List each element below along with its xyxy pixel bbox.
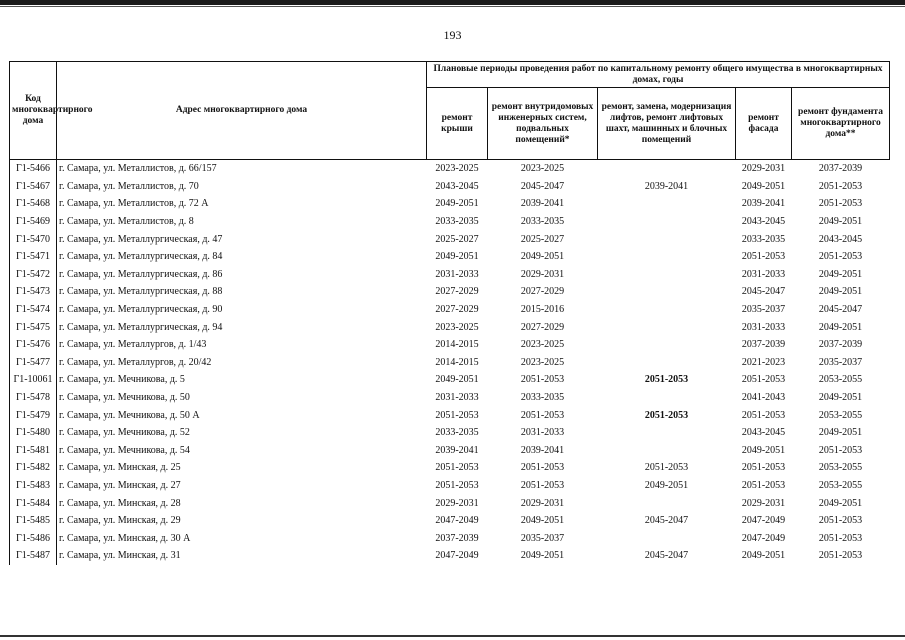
cell-code: Г1-5487 (10, 547, 57, 565)
header-address: Адрес многоквартирного дома (57, 62, 427, 160)
cell-facade: 2037-2039 (741, 339, 786, 351)
cell-systems: 2025-2027 (520, 233, 565, 245)
cell-lifts (598, 318, 736, 336)
cell-address: г. Самара, ул. Минская, д. 29 (59, 515, 181, 527)
cell-address: г. Самара, ул. Минская, д. 25 (59, 462, 181, 474)
cell-systems: 2015-2016 (520, 304, 565, 316)
table-row (10, 459, 890, 477)
cell-facade: 2039-2041 (741, 198, 786, 210)
table-row (10, 512, 890, 530)
cell-roof: 2047-2049 (435, 550, 479, 562)
cell-address: г. Самара, ул. Минская, д. 28 (59, 497, 181, 509)
table-row (10, 301, 890, 319)
cell-lifts (598, 494, 736, 512)
cell-systems: 2031-2033 (520, 427, 565, 439)
header-code: Код многоквартирного дома (10, 62, 57, 160)
cell-foundation: 2037-2039 (818, 163, 863, 175)
cell-address: г. Самара, ул. Мечникова, д. 50 (59, 392, 190, 404)
cell-foundation: 2043-2045 (818, 233, 863, 245)
cell-code: Г1-5467 (10, 178, 57, 196)
cell-code: Г1-5480 (10, 424, 57, 442)
cell-foundation: 2037-2039 (818, 339, 863, 351)
cell-code: Г1-5469 (10, 213, 57, 231)
cell-lifts (598, 283, 736, 301)
table-row (10, 248, 890, 266)
table-row (10, 160, 890, 178)
cell-facade: 2031-2033 (741, 321, 786, 333)
cell-facade: 2047-2049 (741, 515, 786, 527)
cell-lifts: 2045-2047 (644, 550, 689, 562)
cell-lifts (598, 529, 736, 547)
table-row (10, 442, 890, 460)
cell-systems: 2051-2053 (520, 409, 565, 421)
cell-roof: 2033-2035 (435, 427, 479, 439)
cell-code: Г1-5468 (10, 195, 57, 213)
cell-roof: 2014-2015 (435, 339, 479, 351)
cell-address: г. Самара, ул. Металлистов, д. 72 А (59, 198, 209, 210)
table-row (10, 230, 890, 248)
cell-code: Г1-5481 (10, 442, 57, 460)
table-row (10, 336, 890, 354)
cell-facade: 2021-2023 (741, 356, 786, 368)
cell-address: г. Самара, ул. Мечникова, д. 54 (59, 444, 190, 456)
table-row (10, 178, 890, 196)
cell-roof: 2051-2053 (435, 462, 479, 474)
cell-lifts (598, 160, 736, 178)
cell-roof: 2029-2031 (435, 497, 479, 509)
cell-lifts: 2039-2041 (644, 180, 689, 192)
cell-address: г. Самара, ул. Металлургов, д. 1/43 (59, 339, 207, 351)
cell-lifts (598, 230, 736, 248)
cell-lifts (598, 195, 736, 213)
repair-schedule-table (9, 61, 890, 565)
table-row (10, 195, 890, 213)
cell-facade: 2041-2043 (741, 392, 786, 404)
cell-lifts (598, 213, 736, 231)
cell-roof: 2047-2049 (435, 515, 479, 527)
cell-code: Г1-5485 (10, 512, 57, 530)
cell-systems: 2051-2053 (520, 462, 565, 474)
cell-foundation: 2051-2053 (818, 251, 863, 263)
cell-lifts (598, 248, 736, 266)
cell-systems: 2023-2025 (520, 163, 565, 175)
cell-facade: 2033-2035 (741, 233, 786, 245)
table-row (10, 477, 890, 495)
cell-address: г. Самара, ул. Металлургическая, д. 47 (59, 233, 223, 245)
table-row (10, 389, 890, 407)
cell-roof: 2027-2029 (435, 304, 479, 316)
bottom-border (0, 635, 905, 637)
cell-foundation: 2049-2051 (818, 321, 863, 333)
cell-systems: 2035-2037 (520, 532, 565, 544)
table-row (10, 371, 890, 389)
cell-lifts (598, 354, 736, 372)
cell-roof: 2023-2025 (435, 163, 479, 175)
cell-foundation: 2051-2053 (818, 515, 863, 527)
cell-facade: 2045-2047 (741, 286, 786, 298)
cell-address: г. Самара, ул. Металлургическая, д. 90 (59, 304, 223, 316)
header-roof: ремонт крыши (427, 88, 488, 160)
cell-code: Г1-10061 (10, 371, 57, 389)
cell-systems: 2023-2025 (520, 356, 565, 368)
top-border-thin (0, 6, 905, 7)
cell-lifts (598, 389, 736, 407)
cell-systems: 2027-2029 (520, 321, 565, 333)
cell-address: г. Самара, ул. Металлистов, д. 70 (59, 180, 199, 192)
cell-facade: 2051-2053 (741, 479, 786, 491)
cell-facade: 2043-2045 (741, 427, 786, 439)
cell-code: Г1-5475 (10, 318, 57, 336)
table-row (10, 318, 890, 336)
cell-facade: 2051-2053 (741, 462, 786, 474)
cell-roof: 2049-2051 (435, 198, 479, 210)
cell-code: Г1-5474 (10, 301, 57, 319)
cell-roof: 2037-2039 (435, 532, 479, 544)
cell-code: Г1-5479 (10, 406, 57, 424)
cell-code: Г1-5471 (10, 248, 57, 266)
cell-address: г. Самара, ул. Металлургическая, д. 84 (59, 251, 223, 263)
cell-lifts: 2051-2053 (644, 374, 689, 386)
cell-foundation: 2051-2053 (818, 532, 863, 544)
cell-code: Г1-5482 (10, 459, 57, 477)
cell-roof: 2043-2045 (435, 180, 479, 192)
cell-systems: 2051-2053 (520, 374, 565, 386)
cell-systems: 2033-2035 (520, 392, 565, 404)
table-row (10, 354, 890, 372)
table-row (10, 494, 890, 512)
cell-systems: 2039-2041 (520, 444, 565, 456)
cell-code: Г1-5473 (10, 283, 57, 301)
cell-address: г. Самара, ул. Металлургическая, д. 86 (59, 268, 223, 280)
header-foundation: ремонт фундамента многоквартирного дома** (792, 88, 890, 160)
cell-foundation: 2051-2053 (818, 198, 863, 210)
cell-code: Г1-5476 (10, 336, 57, 354)
cell-systems: 2049-2051 (520, 550, 565, 562)
cell-code: Г1-5472 (10, 266, 57, 284)
top-border (0, 0, 905, 5)
cell-foundation: 2051-2053 (818, 550, 863, 562)
table-row (10, 283, 890, 301)
cell-systems: 2049-2051 (520, 251, 565, 263)
cell-code: Г1-5470 (10, 230, 57, 248)
table-row (10, 266, 890, 284)
cell-roof: 2014-2015 (435, 356, 479, 368)
cell-lifts (598, 266, 736, 284)
cell-address: г. Самара, ул. Минская, д. 31 (59, 550, 181, 562)
cell-roof: 2051-2053 (435, 409, 479, 421)
cell-address: г. Самара, ул. Металлургическая, д. 88 (59, 286, 223, 298)
cell-roof: 2031-2033 (435, 392, 479, 404)
cell-foundation: 2049-2051 (818, 497, 863, 509)
cell-facade: 2029-2031 (741, 163, 786, 175)
cell-systems: 2023-2025 (520, 339, 565, 351)
cell-facade: 2043-2045 (741, 216, 786, 228)
cell-facade: 2049-2051 (741, 550, 786, 562)
cell-systems: 2051-2053 (520, 479, 565, 491)
cell-address: г. Самара, ул. Мечникова, д. 50 А (59, 409, 200, 421)
table-row (10, 529, 890, 547)
cell-facade: 2031-2033 (741, 268, 786, 280)
cell-systems: 2039-2041 (520, 198, 565, 210)
header-lifts: ремонт, замена, модернизация лифтов, ремонт лифтовых шахт, машинных и блочных помещений (598, 88, 736, 160)
cell-foundation: 2051-2053 (818, 444, 863, 456)
cell-lifts: 2051-2053 (644, 409, 689, 421)
header-systems: ремонт внутридомовых инженерных систем, подвальных помещений* (488, 88, 598, 160)
cell-facade: 2047-2049 (741, 532, 786, 544)
cell-systems: 2049-2051 (520, 515, 565, 527)
cell-foundation: 2049-2051 (818, 392, 863, 404)
cell-roof: 2025-2027 (435, 233, 479, 245)
cell-facade: 2029-2031 (741, 497, 786, 509)
cell-roof: 2049-2051 (435, 374, 479, 386)
cell-address: г. Самара, ул. Мечникова, д. 5 (59, 374, 185, 386)
cell-lifts (598, 442, 736, 460)
page-number: 193 (443, 28, 462, 42)
cell-facade: 2035-2037 (741, 304, 786, 316)
cell-roof: 2051-2053 (435, 479, 479, 491)
cell-foundation: 2049-2051 (818, 286, 863, 298)
cell-roof: 2033-2035 (435, 216, 479, 228)
cell-foundation: 2049-2051 (818, 268, 863, 280)
cell-code: Г1-5478 (10, 389, 57, 407)
cell-foundation: 2053-2055 (818, 374, 863, 386)
cell-facade: 2051-2053 (741, 251, 786, 263)
header-periods: Плановые периоды проведения работ по капитальному ремонту общего имущества в многоквартирных домах, годы (427, 62, 890, 88)
cell-code: Г1-5483 (10, 477, 57, 495)
cell-code: Г1-5477 (10, 354, 57, 372)
cell-facade: 2051-2053 (741, 374, 786, 386)
cell-address: г. Самара, ул. Мечникова, д. 52 (59, 427, 190, 439)
cell-roof: 2049-2051 (435, 251, 479, 263)
cell-lifts (598, 336, 736, 354)
cell-address: г. Самара, ул. Металлистов, д. 66/157 (59, 163, 217, 175)
header-facade: ремонт фасада (736, 88, 792, 160)
cell-lifts: 2049-2051 (644, 479, 689, 491)
cell-systems: 2029-2031 (520, 497, 565, 509)
cell-facade: 2051-2053 (741, 409, 786, 421)
table-row (10, 424, 890, 442)
cell-systems: 2029-2031 (520, 268, 565, 280)
table-row (10, 547, 890, 565)
cell-address: г. Самара, ул. Минская, д. 30 А (59, 532, 191, 544)
cell-roof: 2031-2033 (435, 268, 479, 280)
cell-roof: 2023-2025 (435, 321, 479, 333)
table-row (10, 406, 890, 424)
cell-lifts (598, 424, 736, 442)
cell-facade: 2049-2051 (741, 180, 786, 192)
cell-address: г. Самара, ул. Металлургов, д. 20/42 (59, 356, 212, 368)
table-row (10, 213, 890, 231)
cell-foundation: 2053-2055 (818, 462, 863, 474)
cell-foundation: 2051-2053 (818, 180, 863, 192)
table-body (10, 160, 890, 565)
cell-foundation: 2035-2037 (818, 356, 863, 368)
cell-code: Г1-5484 (10, 494, 57, 512)
cell-foundation: 2045-2047 (818, 304, 863, 316)
cell-lifts: 2051-2053 (644, 462, 689, 474)
cell-address: г. Самара, ул. Металлистов, д. 8 (59, 216, 194, 228)
cell-foundation: 2053-2055 (818, 409, 863, 421)
cell-code: Г1-5486 (10, 529, 57, 547)
cell-systems: 2045-2047 (520, 180, 565, 192)
cell-foundation: 2049-2051 (818, 427, 863, 439)
cell-systems: 2027-2029 (520, 286, 565, 298)
cell-code: Г1-5466 (10, 160, 57, 178)
cell-roof: 2027-2029 (435, 286, 479, 298)
cell-address: г. Самара, ул. Минская, д. 27 (59, 479, 181, 491)
cell-lifts: 2045-2047 (644, 515, 689, 527)
cell-address: г. Самара, ул. Металлургическая, д. 94 (59, 321, 223, 333)
cell-lifts (598, 301, 736, 319)
cell-roof: 2039-2041 (435, 444, 479, 456)
cell-foundation: 2053-2055 (818, 479, 863, 491)
cell-foundation: 2049-2051 (818, 216, 863, 228)
cell-systems: 2033-2035 (520, 216, 565, 228)
cell-facade: 2049-2051 (741, 444, 786, 456)
